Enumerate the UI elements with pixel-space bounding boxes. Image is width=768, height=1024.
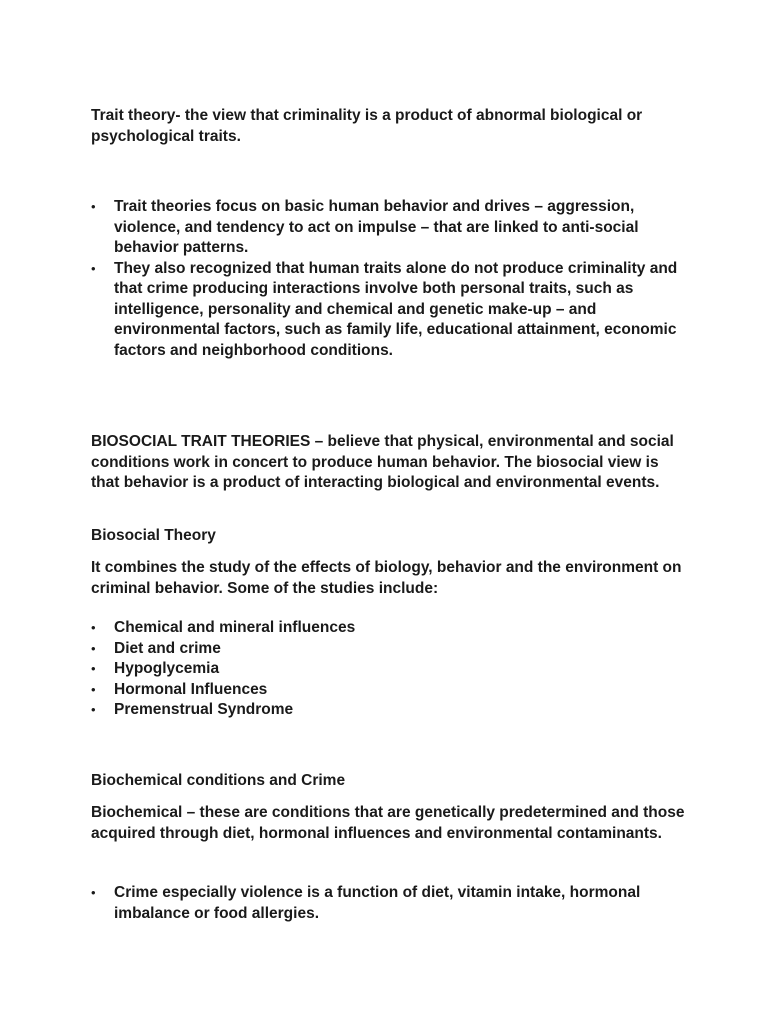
list-item: • Premenstrual Syndrome [91, 700, 691, 721]
biosocial-theory-paragraph: It combines the study of the effects of biology, behavior and the environment on criminal behavior. Some of the studies include: [91, 559, 682, 597]
list-item: • Chemical and mineral influences [91, 618, 691, 639]
biochemical-bullets [91, 883, 691, 924]
list-item: • They also recognized that human traits alone do not produce criminality and that crime producing interactions involve both personal traits, such as intelligence, personality and chemical and genetic make-up – and environmental factors, such as family life, educational attainment, economic factors and neighborhood conditions. [91, 259, 691, 362]
studies-bullets [91, 618, 691, 721]
list-item: • Trait theories focus on basic human behavior and drives – aggression, violence, and tendency to act on impulse – that are linked to anti-social behavior patterns. [91, 197, 691, 259]
list-item: • Hypoglycemia [91, 659, 691, 680]
biochemical-paragraph: Biochemical – these are conditions that are genetically predetermined and those acquired through diet, hormonal influences and environmental contaminants. [91, 804, 685, 842]
trait-theory-bullets [91, 197, 691, 361]
list-item: • Diet and crime [91, 639, 691, 660]
list-item: • Crime especially violence is a function of diet, vitamin intake, hormonal imbalance or food allergies. [91, 883, 691, 924]
biosocial-theory-heading: Biosocial Theory [91, 527, 216, 544]
biochemical-heading: Biochemical conditions and Crime [91, 772, 346, 789]
biosocial-trait-theories-paragraph: BIOSOCIAL TRAIT THEORIES – believe that physical, environmental and social conditions work in concert to produce human behavior. The biosocial view is that behavior is a product of interacting biological and environmental events. [91, 433, 674, 491]
list-item: • Hormonal Influences [91, 680, 691, 701]
trait-theory-definition: Trait theory- the view that criminality is a product of abnormal biological or psychological traits. [91, 107, 643, 145]
